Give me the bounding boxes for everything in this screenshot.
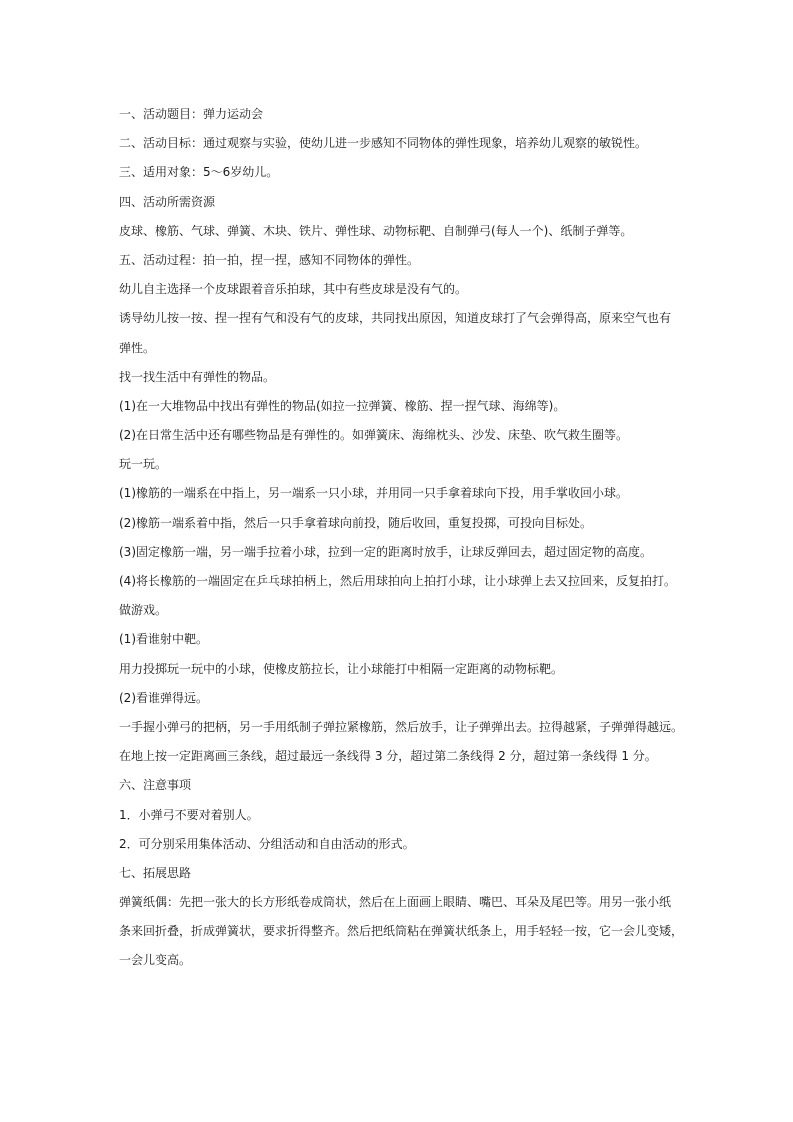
paragraph-line: 一会儿变高。 bbox=[119, 953, 192, 968]
paragraph-line: 幼儿自主选择一个皮球跟着音乐拍球，其中有些皮球是没有气的。 bbox=[119, 282, 468, 297]
heading-resources: 四、活动所需资源 bbox=[119, 194, 216, 209]
paragraph-line: 弹性。 bbox=[119, 340, 156, 355]
document-body bbox=[119, 100, 684, 976]
list-item: (2)在日常生活中还有哪些物品是有弹性的。如弹簧床、海绵枕头、沙发、床垫、吹气救生圈等。 bbox=[119, 428, 629, 443]
list-item: (2)橡筋一端系着中指，然后一只手拿着球向前投，随后收回，重复投掷，可投向目标处。 bbox=[119, 515, 593, 530]
heading-activity-title: 一、活动题目：弹力运动会 bbox=[119, 107, 264, 121]
paragraph-line: 条来回折叠，折成弹簧状，要求折得整齐。然后把纸筒粘在弹簧状纸条上，用手轻轻一按，它一会儿变矮， bbox=[119, 924, 684, 939]
heading-precautions: 六、注意事项 bbox=[119, 778, 192, 793]
list-item: (4)将长橡筋的一端固定在乒乓球拍柄上，然后用球拍向上拍打小球，让小球弹上去又拉回来，反复拍打。 bbox=[119, 574, 677, 588]
list-item: (1)看谁射中靶。 bbox=[119, 632, 208, 647]
paragraph-line: 弹簧纸偶：先把一张大的长方形纸卷成筒状，然后在上面画上眼睛、嘴巴、耳朵及尾巴等。用另一张小纸 bbox=[119, 895, 672, 910]
paragraph-line: 诱导幼儿按一按、捏一捏有气和没有气的皮球，共同找出原因，知道皮球打了气会弹得高，原来空气也有 bbox=[119, 311, 672, 326]
resources-list: 皮球、橡筋、气球、弹簧、木块、铁片、弹性球、动物标靶、自制弹弓(每人一个)、纸制子弹等。 bbox=[119, 223, 633, 238]
list-item: (1)在一大堆物品中找出有弹性的物品(如拉一拉弹簧、橡筋、捏一捏气球、海绵等)。 bbox=[119, 398, 566, 413]
heading-activity-process: 五、活动过程：拍一拍，捏一捏，感知不同物体的弹性。 bbox=[119, 252, 420, 267]
list-item: 1．小弹弓不要对着别人。 bbox=[119, 807, 259, 822]
paragraph-line: 在地上按一定距离画三条线，超过最远一条线得 3 分，超过第二条线得 2 分，超过第一条线得 1 分。 bbox=[119, 749, 657, 764]
list-item: (2)看谁弹得远。 bbox=[119, 690, 208, 705]
subheading-find: 找一找生活中有弹性的物品。 bbox=[119, 369, 276, 384]
heading-activity-goal: 二、活动目标：通过观察与实验，使幼儿进一步感知不同物体的弹性现象，培养幼儿观察的敏锐性。 bbox=[119, 136, 648, 151]
heading-extension: 七、拓展思路 bbox=[119, 865, 192, 880]
list-item: 2．可分别采用集体活动、分组活动和自由活动的形式。 bbox=[119, 836, 415, 851]
paragraph-line: 用力投掷玩一玩中的小球，使橡皮筋拉长，让小球能打中相隔一定距离的动物标靶。 bbox=[119, 661, 564, 676]
heading-target-audience: 三、适用对象：5～6岁幼儿。 bbox=[119, 165, 279, 180]
subheading-game: 做游戏。 bbox=[119, 603, 168, 618]
paragraph-line: 一手握小弹弓的把柄，另一手用纸制子弹拉紧橡筋，然后放手，让子弹弹出去。拉得越紧，子弹弹得越远。 bbox=[119, 719, 684, 734]
subheading-play: 玩一玩。 bbox=[119, 457, 168, 472]
list-item: (1)橡筋的一端系在中指上，另一端系一只小球，并用同一只手拿着球向下投，用手掌收回小球。 bbox=[119, 486, 629, 501]
list-item: (3)固定橡筋一端，另一端手拉着小球，拉到一定的距离时放手，让球反弹回去，超过固定物的高度。 bbox=[119, 544, 653, 559]
